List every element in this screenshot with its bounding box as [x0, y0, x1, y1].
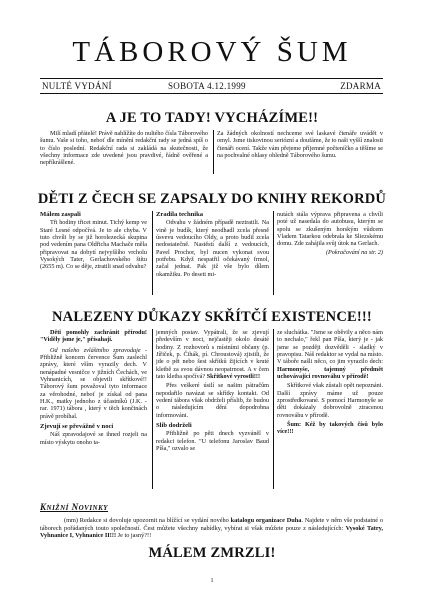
article1-column-1: [40, 130, 208, 167]
article3-paragraph-5: Přibližně po pěti dnech vyzváněl v redakci telefon. "U telefonu Jaroslav Baud Píša," ozvalo se: [156, 430, 269, 453]
column-divider: [152, 211, 153, 295]
article3-correspondent: Od našeho zvláštního zpravodaje: [50, 346, 141, 354]
article3-paragraph-6: ze sluchátka. "Jsme se oběvily a něco nám to nechalo," řekl pan Píša, který je - jak jsme se později dozvěděli - sladký v pravopisu. Náš redaktor se vydal na místo. V táboře našli něco, co jim vyrazilo dech:: [277, 329, 383, 366]
book-news-text-2: . Najdete v něm vše podstatné o táborech pořádaných touto společností. Čest můžete všechny nabídky, vybírat si však můžete pouze z následujících:: [40, 517, 383, 532]
article3-column-3: [277, 329, 383, 436]
article2-column-1: [40, 211, 147, 271]
article1-column-2: [217, 130, 383, 159]
article3-paragraph-4: Přes veškeré úsilí se našim pátračům nepodařilo navázat se skřítky kontakt. Od vedení tábora však obdrželi příslib, že budou o následujícím dění dopodrobna informováni.: [156, 382, 269, 419]
article3-paragraph-7: Skřítkové však zůstali opět nepoznáni. Další zprávy máme už pouze zprostředkované. S pomocí Harmonyše se děti dokázaly dobrovolně ztracenou rovnováhu v přírodě.: [277, 382, 383, 419]
section-heading-book-news: [40, 501, 108, 514]
masthead-rule-bottom: [40, 93, 383, 94]
article2-continuation-ref: (Pokračování na str. 2): [325, 248, 383, 256]
issue-price: ZDARMA: [340, 81, 381, 91]
article2-column-2: [156, 211, 269, 278]
article1-headline: A JE TO TADY! VYCHÁZÍME!!: [105, 110, 319, 126]
article2-paragraph-1: Tři hodiny třicet minut. Tichý kemp ve Staré Lesné odpočívá. Je to ale chyba. V tuto chvíli by se již horolezecká skupina pod vedením pana Oldřicha Machače měla připravovat na dobytí nejvyššího vrcholu Vysokých Tater, Gerlachovského štítu (2655 m). Co se děje, ztratili snad odvahu?: [40, 219, 147, 271]
column-divider: [152, 329, 153, 489]
masthead-title: TÁBOROVÝ ŠUM: [72, 36, 352, 68]
article3-subheading-2: Slib dodrželi: [156, 422, 192, 430]
article4-headline: MÁLEM ZMRZLI!: [148, 545, 276, 561]
article3-column-1: [40, 329, 147, 446]
book-news-text-1: (mm) Redakce si dovoluje upozornit na blížící se vydání nového: [64, 517, 229, 524]
column-divider: [213, 130, 214, 174]
article2-subheading-1: Málem zaspali: [40, 211, 81, 218]
article1-paragraph-1: Milí mladí přátelé! Právě nahlížíte do nultého čísla Táborového šumu. Vaše si toho, neboť dle mínění redakční rady se jedná spíš o to číslo poslední. Redakční rada si zakládá na skutečnosti, že všechny informace zde uvedené jsou pravdivé, řádně ověřené a nepříkrášlené.: [40, 130, 208, 167]
article2-paragraph-3: nutách stála výprava připravena a chvíli poté už nasedala do autobusu, kterým se spolu se zkušeným horským vůdcem Vladem Tatarkou odebrala ke Sliezskému domu. Zde zahájila svůj útok na Gerlach.: [277, 211, 383, 248]
article3-highlight-1: Skřítkové vyrostli!!!: [206, 373, 261, 381]
article3-headline: NALEZENY DŮKAZY SKŘÍTČÍ EXISTENCE!!!: [52, 309, 372, 325]
issue-label: NULTÉ VYDÁNÍ: [42, 81, 112, 91]
article2-paragraph-2: Odvahu v žádném případě neztratili. Na vině je budík, který neodhadl zcela přesně úsvevu vedoucího Oldy, a proto budil zcela nedostatečně. Nastěstí další z vedoucích, Pavel Prochor, byl nucen vykonat svou potřebu. Když nespatřil očekávaný frmol, začal jednat. Pak již vše bylo dílem okamžiku. Po deseti mi-: [156, 219, 269, 278]
article3-subheading-1: Zjevují se převážně v noci: [40, 423, 114, 431]
article3-column-2: [156, 329, 269, 453]
book-news-body: [40, 517, 383, 540]
article3-paragraph-1: - Přibližně koncem července Šum zaslechl zprávy, které vším vyrazily dech. V nenápadné vesničce v jižních Čechách, ve Vyhnanicích, se objevili skřítkové!! Táborový šum považoval tyto informace za věrohodné, neboť je získal od pana H.K., matky jednoho z účastníků (J.K. - rar. 1971) tábora , který v těch končinách právě probíhal.: [40, 346, 147, 420]
article3-closing: Šum: Kéž by takových čísů bylo více!!!: [277, 421, 383, 436]
article2-subheading-2: Zradila technika: [156, 211, 204, 218]
section-heading-initial-2: N: [71, 502, 79, 512]
article2-column-3: [277, 211, 383, 256]
section-heading-rest: NIŽNÍ: [46, 504, 69, 512]
masthead-infobar: [40, 80, 383, 92]
book-news-text-3: Je to jasný?!!: [117, 532, 152, 539]
page-number: 1: [210, 578, 214, 584]
article2-headline: DĚTI Z ČECH SE ZAPSALY DO KNIHY REKORDŮ: [37, 191, 387, 207]
book-news-catalog: katalogu organizace Duha: [230, 517, 302, 524]
article1-paragraph-2: Za žádných okolností nechceme své laskavé čtenáře uvádět v omyl. Jsme tiskovinou seriózní a doufáme, že to naši vyšší znalosti čtenáři ocení. Takže vám přejeme příjemné počteníčko a těšíme se na pochvalné ohlasy ohledně Táborového šumu.: [217, 130, 384, 160]
article3-paragraph-3: jemných postav. Vypátrali, že se zjevují především v noci, nejčastěji okolo desáté hodiny. Z rozhovorů s místními občany (p. Jířiček, p. Čihák, pí. Chroustová) zjistili, že jde o pět nebo šest skřítků žijících v kruté kletbě za svou dávnou neopatrnost. A v čem tato kletba spočívá?: [156, 329, 269, 381]
section-heading-rest-2: OVINKY: [78, 504, 109, 512]
article3-paragraph-2: Náš zpravodajové se ihned rozjeli na místo výskytu onoho ta-: [40, 431, 147, 446]
masthead-rule-top: [40, 78, 383, 79]
article3-highlight-2: Harmonyše, tajemný předmět uchovávající rovnováhu v přírodě!: [277, 365, 383, 381]
section-heading-initial: K: [40, 502, 47, 512]
column-divider: [273, 329, 274, 489]
book-news-destinations: Vysoké Tatry, Vyhnanice I, Vyhnanice II!!!: [40, 524, 383, 539]
column-divider: [273, 211, 274, 295]
issue-date: SOBOTA 4.12.1999: [168, 81, 246, 91]
article3-lead: Děti pomohly zachránit přírodu! "Viděly jsme je," přísahají.: [40, 329, 147, 344]
